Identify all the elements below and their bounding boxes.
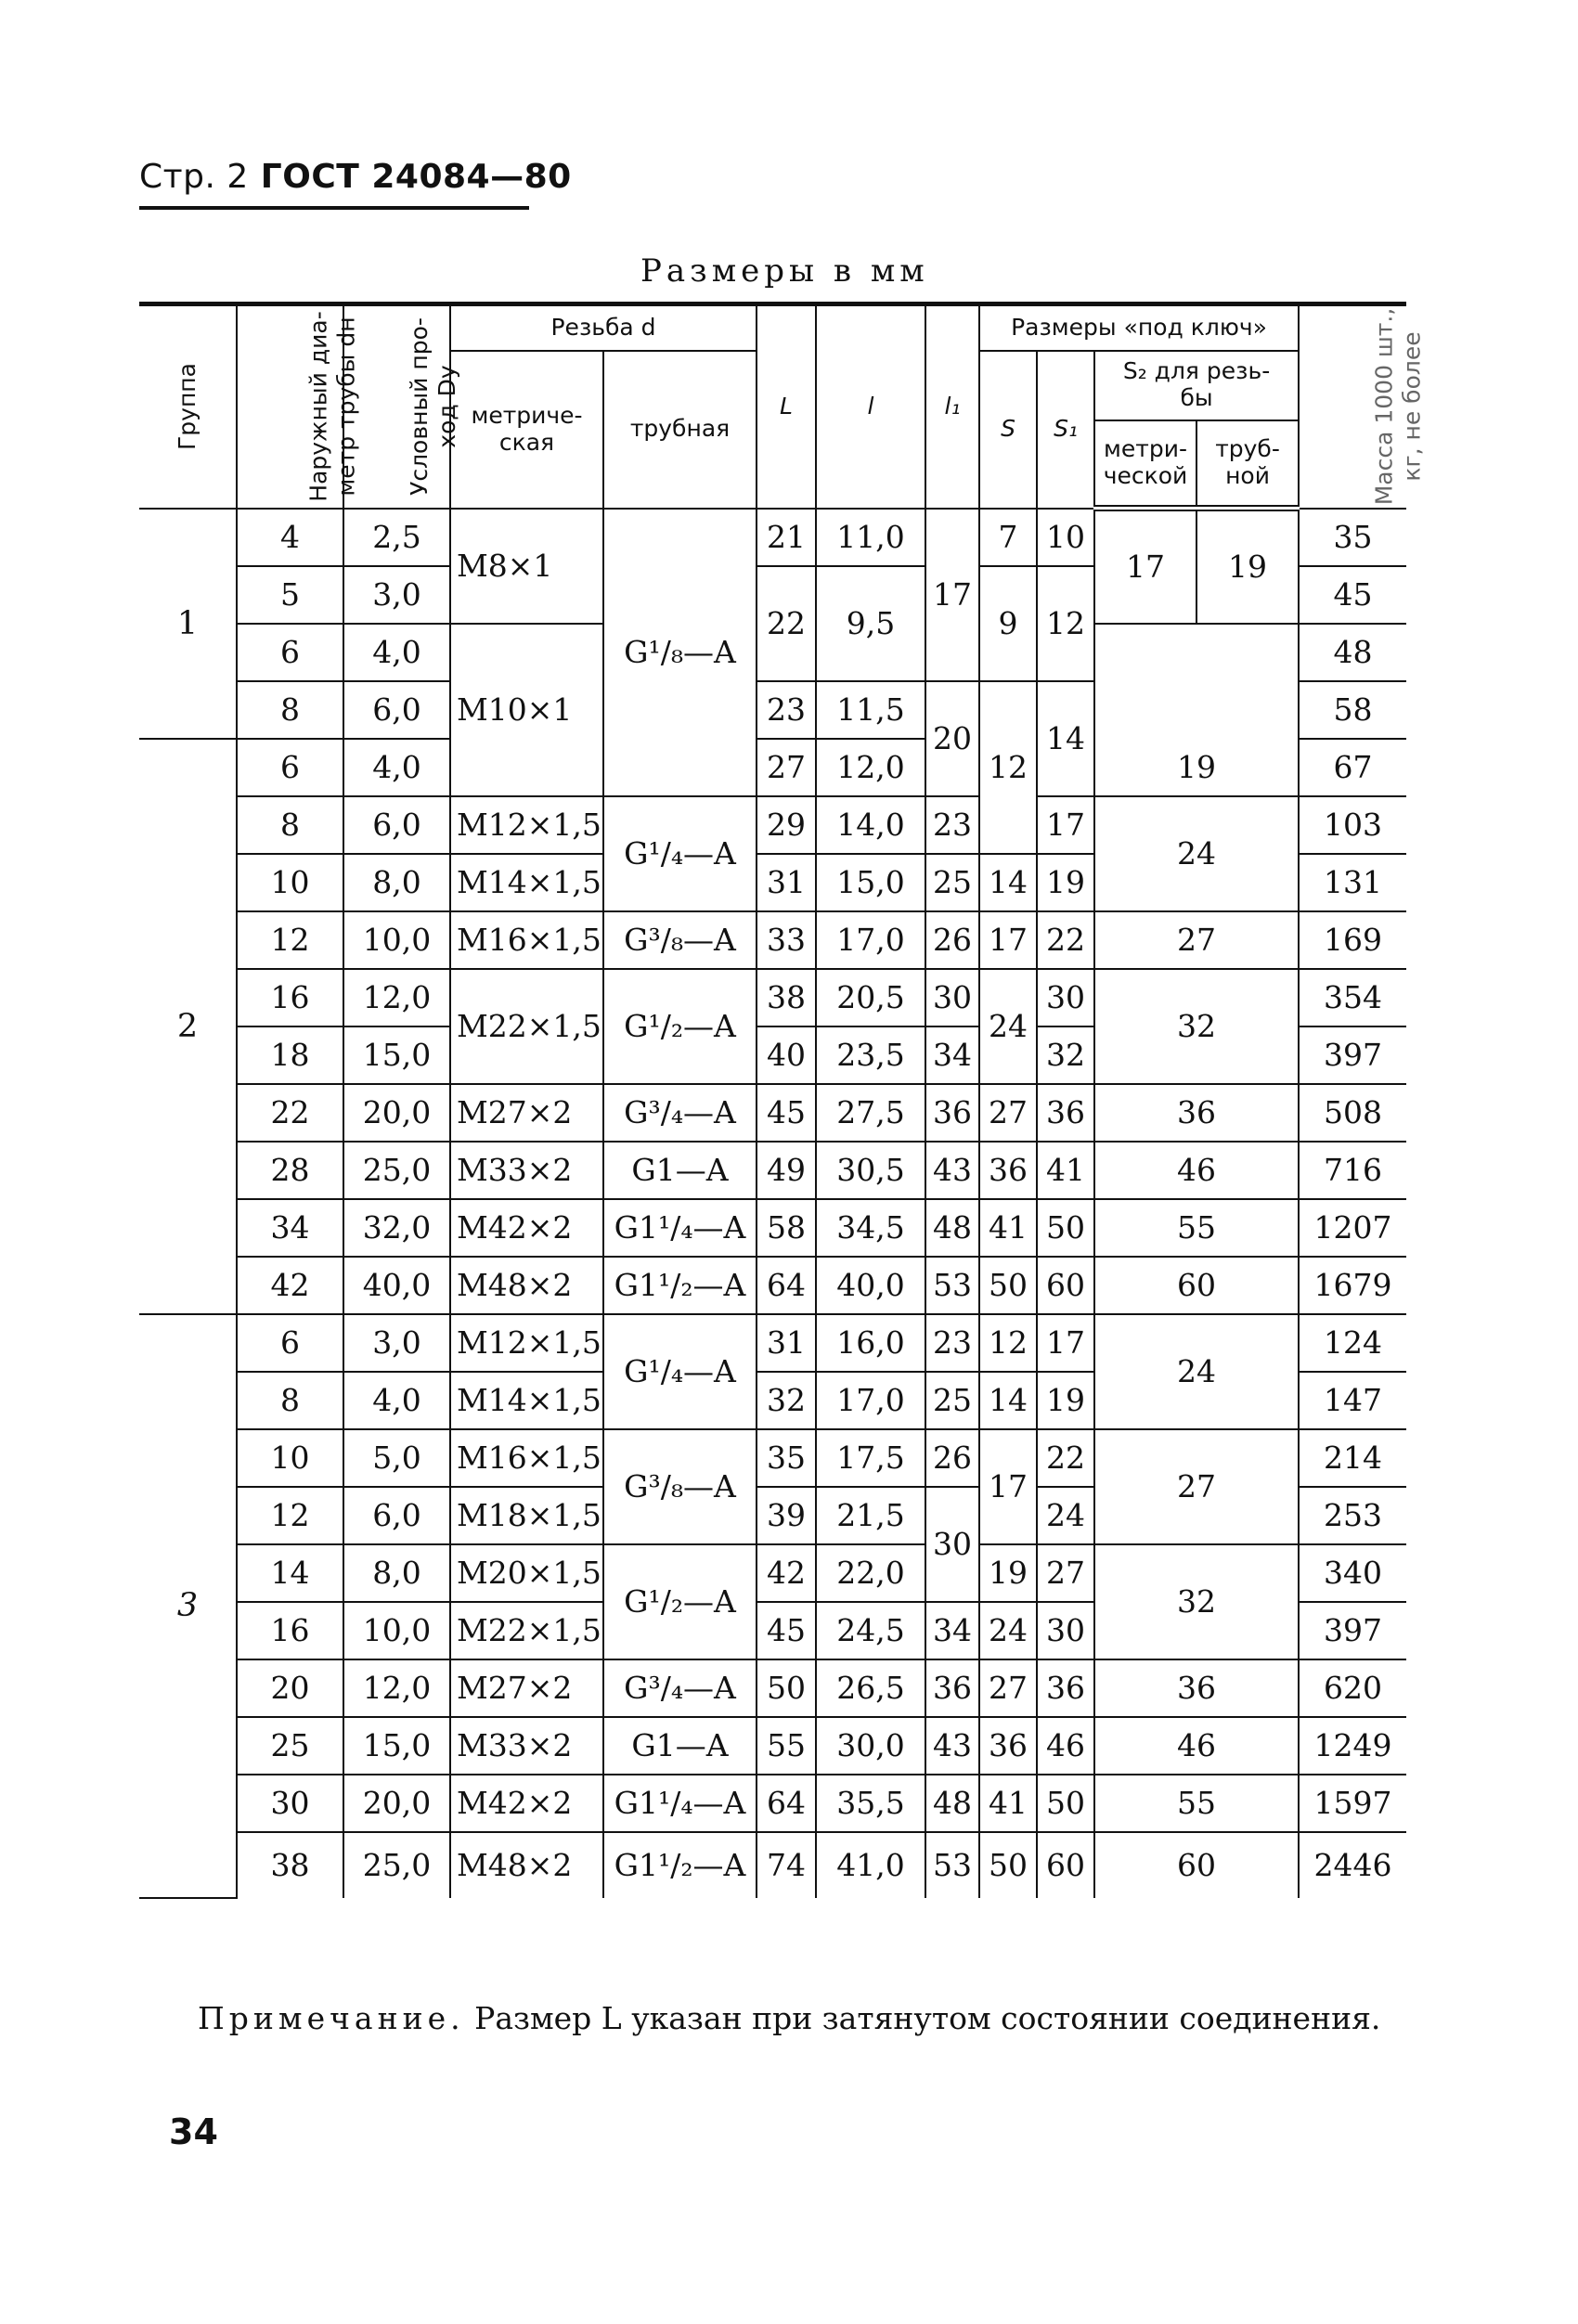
S1-cell: 19	[1037, 854, 1094, 911]
L-cell: 21	[757, 509, 816, 566]
mass-cell: 67	[1299, 739, 1406, 796]
page-label: Стр. 2	[139, 158, 249, 196]
outer-diameter-cell: 10	[237, 1429, 343, 1487]
nominal-bore-cell: 12,0	[343, 969, 450, 1026]
nominal-bore-cell: 8,0	[343, 1544, 450, 1602]
col-S: S	[979, 351, 1037, 509]
l1-cell: 34	[925, 1026, 979, 1084]
l1-cell: 48	[925, 1199, 979, 1257]
S2-cell: 46	[1094, 1717, 1299, 1775]
l-cell: 34,5	[816, 1199, 925, 1257]
S1-cell: 22	[1037, 1429, 1094, 1487]
col-mass	[1299, 304, 1426, 509]
S-cell: 14	[979, 854, 1037, 911]
pipe-thread-cell: G¹/₄—A	[603, 1314, 757, 1429]
S-cell: 36	[979, 1142, 1037, 1199]
col-mass-label: Масса 1000 шт., кг, не более	[1370, 307, 1426, 506]
outer-diameter-cell: 4	[237, 509, 343, 566]
table-caption: Размеры в мм	[640, 252, 929, 290]
mass-cell: 354	[1299, 969, 1406, 1026]
l1-cell: 34	[925, 1602, 979, 1659]
table-row	[139, 1429, 1406, 1487]
S2-cell: 27	[1094, 911, 1299, 969]
mass-cell: 147	[1299, 1372, 1406, 1429]
standard-number: ГОСТ 24084—80	[260, 158, 572, 196]
metric-thread-cell: M16×1,5	[450, 911, 603, 969]
outer-diameter-cell: 10	[237, 854, 343, 911]
outer-diameter-cell: 42	[237, 1257, 343, 1314]
mass-cell: 124	[1299, 1314, 1406, 1372]
L-cell: 45	[757, 1602, 816, 1659]
S1-cell: 30	[1037, 1602, 1094, 1659]
outer-diameter-cell: 12	[237, 911, 343, 969]
S-cell: 41	[979, 1199, 1037, 1257]
mass-cell: 1249	[1299, 1717, 1406, 1775]
nominal-bore-cell: 3,0	[343, 566, 450, 624]
table-row	[139, 911, 1406, 969]
table-row	[139, 1084, 1406, 1142]
metric-thread-cell: M33×2	[450, 1142, 603, 1199]
pipe-thread-cell: G1¹/₂—A	[603, 1832, 757, 1898]
S2-cell: 55	[1094, 1775, 1299, 1832]
l-cell: 11,0	[816, 509, 925, 566]
pipe-thread-cell: G³/₄—A	[603, 1659, 757, 1717]
l1-cell: 26	[925, 911, 979, 969]
metric-thread-cell: M20×1,5	[450, 1544, 603, 1602]
l1-cell: 53	[925, 1257, 979, 1314]
note-text: Размер L указан при затянутом состоянии соединения.	[474, 2000, 1381, 2036]
mass-cell: 1597	[1299, 1775, 1406, 1832]
mass-cell: 45	[1299, 566, 1406, 624]
l-cell: 14,0	[816, 796, 925, 854]
col-L: L	[757, 304, 816, 509]
table-row	[139, 509, 1406, 566]
pipe-thread-cell: G¹/₂—A	[603, 969, 757, 1084]
mass-cell: 169	[1299, 911, 1406, 969]
S1-cell: 22	[1037, 911, 1094, 969]
l1-cell: 43	[925, 1142, 979, 1199]
S-cell: 36	[979, 1717, 1037, 1775]
l-cell: 21,5	[816, 1487, 925, 1544]
l-cell: 12,0	[816, 739, 925, 796]
table-row	[139, 1832, 1406, 1898]
pipe-thread-cell: G1¹/₂—A	[603, 1257, 757, 1314]
S1-cell: 36	[1037, 1659, 1094, 1717]
S2-cell	[1094, 624, 1299, 739]
mass-cell: 253	[1299, 1487, 1406, 1544]
l-cell: 23,5	[816, 1026, 925, 1084]
mass-cell: 214	[1299, 1429, 1406, 1487]
pipe-thread-cell: G³/₈—A	[603, 911, 757, 969]
metric-thread-cell: M27×2	[450, 1084, 603, 1142]
nominal-bore-cell: 10,0	[343, 911, 450, 969]
S2-cell: 55	[1094, 1199, 1299, 1257]
S-cell: 50	[979, 1832, 1037, 1898]
l-cell: 27,5	[816, 1084, 925, 1142]
l-cell: 16,0	[816, 1314, 925, 1372]
S1-cell: 10	[1037, 509, 1094, 566]
S2-cell: 32	[1094, 969, 1299, 1084]
metric-thread-cell: M22×1,5	[450, 969, 603, 1084]
mass-cell: 48	[1299, 624, 1406, 681]
metric-thread-cell: M10×1	[450, 624, 603, 796]
l1-cell: 23	[925, 796, 979, 854]
S-cell: 17	[979, 1429, 1037, 1544]
outer-diameter-cell: 30	[237, 1775, 343, 1832]
L-cell: 33	[757, 911, 816, 969]
metric-thread-cell: M48×2	[450, 1832, 603, 1898]
S2-cell: 24	[1094, 796, 1299, 911]
l-cell: 11,5	[816, 681, 925, 739]
l-cell: 41,0	[816, 1832, 925, 1898]
nominal-bore-cell: 2,5	[343, 509, 450, 566]
L-cell: 31	[757, 1314, 816, 1372]
outer-diameter-cell: 20	[237, 1659, 343, 1717]
nominal-bore-cell: 25,0	[343, 1142, 450, 1199]
L-cell: 32	[757, 1372, 816, 1429]
L-cell: 35	[757, 1429, 816, 1487]
col-outer-diameter-label: Наружный диа- метр трубы dн	[304, 311, 360, 502]
group-cell: 2	[139, 739, 237, 1314]
l-cell: 30,5	[816, 1142, 925, 1199]
nominal-bore-cell: 6,0	[343, 1487, 450, 1544]
S2-cell: 60	[1094, 1832, 1299, 1898]
outer-diameter-cell: 12	[237, 1487, 343, 1544]
L-cell: 58	[757, 1199, 816, 1257]
S1-cell: 24	[1037, 1487, 1094, 1544]
L-cell: 39	[757, 1487, 816, 1544]
nominal-bore-cell: 12,0	[343, 1659, 450, 1717]
l1-cell: 23	[925, 1314, 979, 1372]
l-cell: 9,5	[816, 566, 925, 681]
mass-cell: 716	[1299, 1142, 1406, 1199]
pipe-thread-cell: G³/₄—A	[603, 1084, 757, 1142]
pipe-thread-cell: G³/₈—A	[603, 1429, 757, 1544]
outer-diameter-cell: 25	[237, 1717, 343, 1775]
metric-thread-cell: M27×2	[450, 1659, 603, 1717]
l-cell: 26,5	[816, 1659, 925, 1717]
L-cell: 22	[757, 566, 816, 681]
nominal-bore-cell: 8,0	[343, 854, 450, 911]
S-cell: 50	[979, 1257, 1037, 1314]
L-cell: 29	[757, 796, 816, 854]
pipe-thread-cell: G1¹/₄—A	[603, 1775, 757, 1832]
L-cell: 42	[757, 1544, 816, 1602]
S-cell: 41	[979, 1775, 1037, 1832]
nominal-bore-cell: 6,0	[343, 681, 450, 739]
col-S2-metric: метри- ческой	[1094, 420, 1196, 509]
table-row	[139, 1544, 1406, 1602]
l-cell: 20,5	[816, 969, 925, 1026]
l1-cell: 36	[925, 1659, 979, 1717]
l1-cell: 17	[925, 509, 979, 681]
L-cell: 64	[757, 1775, 816, 1832]
S2-cell: 36	[1094, 1659, 1299, 1717]
col-S2-pipe: труб- ной	[1196, 420, 1299, 509]
L-cell: 64	[757, 1257, 816, 1314]
pipe-thread-cell: G1¹/₄—A	[603, 1199, 757, 1257]
S2-cell: 46	[1094, 1142, 1299, 1199]
outer-diameter-cell: 5	[237, 566, 343, 624]
page-header	[139, 158, 572, 196]
nominal-bore-cell: 4,0	[343, 1372, 450, 1429]
nominal-bore-cell: 5,0	[343, 1429, 450, 1487]
l-cell: 30,0	[816, 1717, 925, 1775]
outer-diameter-cell: 8	[237, 681, 343, 739]
S1-cell: 60	[1037, 1832, 1094, 1898]
S1-cell: 19	[1037, 1372, 1094, 1429]
outer-diameter-cell: 14	[237, 1544, 343, 1602]
nominal-bore-cell: 25,0	[343, 1832, 450, 1898]
l-cell: 35,5	[816, 1775, 925, 1832]
metric-thread-cell: M48×2	[450, 1257, 603, 1314]
S1-cell: 30	[1037, 969, 1094, 1026]
col-wrench-sizes: Размеры «под ключ»	[979, 304, 1299, 351]
outer-diameter-cell: 38	[237, 1832, 343, 1898]
L-cell: 40	[757, 1026, 816, 1084]
table-row	[139, 1659, 1406, 1717]
mass-cell: 103	[1299, 796, 1406, 854]
nominal-bore-cell: 4,0	[343, 624, 450, 681]
L-cell: 38	[757, 969, 816, 1026]
l1-cell: 43	[925, 1717, 979, 1775]
L-cell: 55	[757, 1717, 816, 1775]
mass-cell: 397	[1299, 1602, 1406, 1659]
outer-diameter-cell: 6	[237, 739, 343, 796]
S-cell: 27	[979, 1659, 1037, 1717]
outer-diameter-cell: 16	[237, 1602, 343, 1659]
nominal-bore-cell: 20,0	[343, 1775, 450, 1832]
nominal-bore-cell: 4,0	[343, 739, 450, 796]
S1-cell: 50	[1037, 1199, 1094, 1257]
l1-cell: 26	[925, 1429, 979, 1487]
l-cell: 17,0	[816, 1372, 925, 1429]
l1-cell: 30	[925, 969, 979, 1026]
metric-thread-cell: M12×1,5	[450, 796, 603, 854]
L-cell: 23	[757, 681, 816, 739]
S-cell: 9	[979, 566, 1037, 681]
l-cell: 15,0	[816, 854, 925, 911]
note-lead: Примечание.	[198, 2000, 465, 2036]
mass-cell: 1207	[1299, 1199, 1406, 1257]
metric-thread-cell: M8×1	[450, 509, 603, 624]
metric-thread-cell: M14×1,5	[450, 854, 603, 911]
mass-cell: 397	[1299, 1026, 1406, 1084]
metric-thread-cell: M14×1,5	[450, 1372, 603, 1429]
mass-cell: 1679	[1299, 1257, 1406, 1314]
S2-cell: 32	[1094, 1544, 1299, 1659]
col-l: l	[816, 304, 925, 509]
metric-thread-cell: M33×2	[450, 1717, 603, 1775]
metric-thread-cell: M42×2	[450, 1775, 603, 1832]
S2-metric-cell: 17	[1094, 509, 1196, 624]
col-S2: S₂ для резь- бы	[1094, 351, 1299, 420]
pipe-thread-cell: G1—A	[603, 1717, 757, 1775]
table-row	[139, 969, 1406, 1026]
S-cell: 12	[979, 681, 1037, 854]
table-row	[139, 1717, 1406, 1775]
S2-cell: 19	[1094, 739, 1299, 796]
metric-thread-cell: M18×1,5	[450, 1487, 603, 1544]
L-cell: 27	[757, 739, 816, 796]
S1-cell: 14	[1037, 681, 1094, 796]
nominal-bore-cell: 3,0	[343, 1314, 450, 1372]
col-group	[139, 304, 237, 509]
L-cell: 31	[757, 854, 816, 911]
mass-cell: 508	[1299, 1084, 1406, 1142]
S1-cell: 50	[1037, 1775, 1094, 1832]
outer-diameter-cell: 34	[237, 1199, 343, 1257]
l-cell: 17,0	[816, 911, 925, 969]
l-cell: 22,0	[816, 1544, 925, 1602]
l1-cell: 48	[925, 1775, 979, 1832]
S2-cell: 36	[1094, 1084, 1299, 1142]
table-row	[139, 739, 1406, 796]
outer-diameter-cell: 6	[237, 624, 343, 681]
S1-cell: 17	[1037, 796, 1094, 854]
nominal-bore-cell: 40,0	[343, 1257, 450, 1314]
S-cell: 7	[979, 509, 1037, 566]
S-cell: 12	[979, 1314, 1037, 1372]
outer-diameter-cell: 18	[237, 1026, 343, 1084]
col-nominal-bore-label: Условный про- ход Dу	[405, 317, 460, 497]
table-row	[139, 1775, 1406, 1832]
mass-cell: 58	[1299, 681, 1406, 739]
mass-cell: 35	[1299, 509, 1406, 566]
mass-cell: 620	[1299, 1659, 1406, 1717]
mass-cell: 131	[1299, 854, 1406, 911]
table-row	[139, 1314, 1406, 1372]
l1-cell: 30	[925, 1487, 979, 1602]
S-cell: 17	[979, 911, 1037, 969]
S1-cell: 46	[1037, 1717, 1094, 1775]
col-l1: l₁	[925, 304, 979, 509]
outer-diameter-cell: 8	[237, 796, 343, 854]
table-row	[139, 796, 1406, 854]
table-row	[139, 1142, 1406, 1199]
l-cell: 17,5	[816, 1429, 925, 1487]
nominal-bore-cell: 32,0	[343, 1199, 450, 1257]
S-cell: 27	[979, 1084, 1037, 1142]
outer-diameter-cell: 28	[237, 1142, 343, 1199]
pipe-thread-cell: G¹/₂—A	[603, 1544, 757, 1659]
table-note	[198, 2000, 1380, 2036]
L-cell: 50	[757, 1659, 816, 1717]
metric-thread-cell: M16×1,5	[450, 1429, 603, 1487]
S2-pipe-cell: 19	[1196, 509, 1299, 624]
nominal-bore-cell: 15,0	[343, 1717, 450, 1775]
S1-cell: 12	[1037, 566, 1094, 681]
outer-diameter-cell: 8	[237, 1372, 343, 1429]
S1-cell: 32	[1037, 1026, 1094, 1084]
l1-cell: 25	[925, 1372, 979, 1429]
table-row	[139, 1257, 1406, 1314]
L-cell: 45	[757, 1084, 816, 1142]
mass-cell: 340	[1299, 1544, 1406, 1602]
S2-cell: 60	[1094, 1257, 1299, 1314]
L-cell: 49	[757, 1142, 816, 1199]
S2-cell: 24	[1094, 1314, 1299, 1429]
col-S1: S₁	[1037, 351, 1094, 509]
group-cell: 1	[139, 509, 237, 739]
outer-diameter-cell: 22	[237, 1084, 343, 1142]
col-group-label: Группа	[173, 363, 200, 451]
col-outer-diameter	[237, 304, 360, 509]
S-cell: 19	[979, 1544, 1037, 1602]
S1-cell: 27	[1037, 1544, 1094, 1602]
l1-cell: 20	[925, 681, 979, 796]
S1-cell: 41	[1037, 1142, 1094, 1199]
page-number: 34	[169, 2111, 218, 2152]
L-cell: 74	[757, 1832, 816, 1898]
S2-cell: 27	[1094, 1429, 1299, 1544]
outer-diameter-cell: 16	[237, 969, 343, 1026]
table-row	[139, 1199, 1406, 1257]
pipe-thread-cell: G¹/₄—A	[603, 796, 757, 911]
S1-cell: 36	[1037, 1084, 1094, 1142]
col-thread-pipe: трубная	[603, 351, 757, 509]
group-cell: 3	[139, 1314, 237, 1898]
S-cell: 24	[979, 1602, 1037, 1659]
dimensions-table	[139, 302, 1426, 1899]
l1-cell: 53	[925, 1832, 979, 1898]
metric-thread-cell: M22×1,5	[450, 1602, 603, 1659]
nominal-bore-cell: 10,0	[343, 1602, 450, 1659]
S1-cell: 17	[1037, 1314, 1094, 1372]
S-cell: 24	[979, 969, 1037, 1084]
mass-cell: 2446	[1299, 1832, 1406, 1898]
col-thread-metric: метриче- ская	[450, 351, 603, 509]
col-thread: Резьба d	[450, 304, 757, 351]
l-cell: 24,5	[816, 1602, 925, 1659]
l-cell: 40,0	[816, 1257, 925, 1314]
metric-thread-cell: M12×1,5	[450, 1314, 603, 1372]
nominal-bore-cell: 6,0	[343, 796, 450, 854]
nominal-bore-cell: 15,0	[343, 1026, 450, 1084]
S-cell: 14	[979, 1372, 1037, 1429]
l1-cell: 25	[925, 854, 979, 911]
l1-cell: 36	[925, 1084, 979, 1142]
pipe-thread-cell: G¹/₈—A	[603, 509, 757, 796]
pipe-thread-cell: G1—A	[603, 1142, 757, 1199]
S1-cell: 60	[1037, 1257, 1094, 1314]
nominal-bore-cell: 20,0	[343, 1084, 450, 1142]
outer-diameter-cell: 6	[237, 1314, 343, 1372]
header-rule	[139, 206, 529, 210]
metric-thread-cell: M42×2	[450, 1199, 603, 1257]
